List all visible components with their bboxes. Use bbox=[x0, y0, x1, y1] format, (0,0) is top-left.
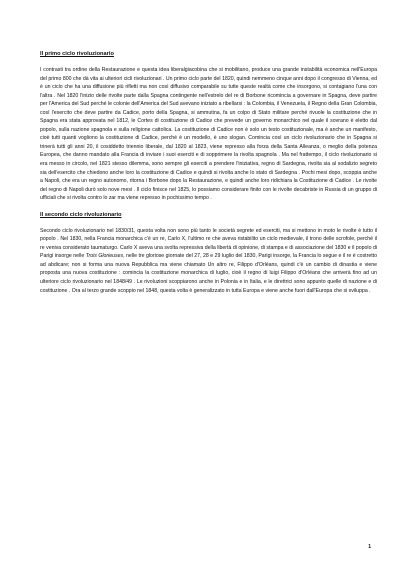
paragraph-text-start: Secondo ciclo rivoluzionario nel 1830/31, questa volta non sono più tanto le società segrete ed eserciti, ma si mettono in moto le rivolte è tutto il popolo . Nel 1830, nella Francia monarchica c'è un re, Carlo X, l'ultimo re che aveva ristabilito un ciclo medievale, il trono delle scrofole, perché il re veniva considerato taumaturgo. Carlo X aveva una svolta repressiva della libertà di opinione, di stampa e di associazione del 1830 e il popolo di Parigi insorge nelle bbox=[40, 227, 377, 260]
page-number: 1 bbox=[368, 544, 371, 550]
section-second-revolutionary-cycle bbox=[40, 212, 377, 295]
section-first-revolutionary-cycle bbox=[40, 51, 377, 203]
section-paragraph bbox=[40, 227, 377, 295]
section-title: Il primo ciclo rivoluzionario bbox=[40, 51, 114, 57]
section-title: Il secondo ciclo rivoluzionario bbox=[40, 211, 122, 218]
italic-term: Trois Glorieuses bbox=[85, 253, 124, 260]
section-paragraph: I contrasti tra ordine della Restaurazione e questa idea liberalgiacobina che si mobilitano, produce una grande instabilità economica nell'Europa del primo 800 che dà vita ai ulteriori cicli rivoluzionari . Un primo ciclo parte del 1820, quindi nemmeno cinque anni dopo il congresso di Vienna, ed è un ciclo che ha una diffusione più rifletti ma non così diffusivo comparabile su tutte queste realtà come che insorgono, si contagiano l'una con l'altra . Nel 1820 l'inizio delle rivolte parte dalla Spagna contingente nell'estrelo del re di Borbone ricomincia a governare in Spagna, deve partire per l'America del Sud perché le colonie dell'America del Sud avevano iniziato a ribellarsi : la Colombia, il Venezuela, il Regno della Gran Colombia, così l'esercito che deve partire da Cadice, porto della Spagna, si ammutina, fa un colpo di Stato militare perché rivuole la costituzione che in Spagna era stata approvata nel 1812, le Cortes di costituzione di Cadice che prevede un governo monarchico nel quale il sovrano è eletto dal popolo, sulla nazione spagnola e sulla religione cattolica. La costituzione di Cadice non è solo un testo costituzionale, ma è anche un manifesto, cioè tutti quanti vogliono la costituzione di Cadice, perché è un modello, è uno slogan. Comincia così un ciclo rivoluzionario che in Spagna si trinerà tutti gli anni 20, il cosiddetto triennio liberale, dal 1820 al 1823, viene represso alla forza della Santa Alleanza, o meglio della potenza Europea, che danno mandato alla Francia di inviare i suoi eserciti e di sopprimere la rivolta spagnola . Ma nel frattempo, il ciclo rivoluzionario si era messo in circolo, nel 1821 stesso dilemma, sono sempre gli eserciti a prendere l'iniziativa, regno di Sardegna, rivolta sia al sodalizio segreto sia dell'esercito che chiedono anche loro la costituzione di Cadice e quindi si rivolta anche lo stato di Sardegna . Pochi mesi dopo, scoppia anche a Napoli, che era un regno autonomo, ritorna i Borbone dopo la Restaurazione, e quindi anche loro ridichiara la Costituzione di Cadice . Le rivolte del regno di Napoli durò solo nove mesi . Il ciclo finisce nel 1825, lo possiamo considerare finito con le rivolte decabriste in Russia di un gruppo di ufficiali che si rivolta contro lo zar ma viene represso in pochissimo tempo . bbox=[40, 67, 377, 202]
paragraph-text-end: , nelle tre gloriose giornate del 27, 28 e 29 luglio del 1830, Parigi insorge, la Francia lo segue e il re è costretto ad abdicare; non si forma una nuova Repubblica ma viene chiamato Un altro re, Filippo d'Orléans, quindi c'è un cambio di dinastia e viene proposta una nuova costituzione : comincia la costituzione monarchica di luglio, cioè il regno di luigi Filippo d'Orléans che arriverà fino ad un ulteriore ciclo rivoluzionario nel 1848/49 . Le rivoluzioni scoppiarono anche in Polonia e in Italia, e le direttrici sono appunto quelle di nazione e di costituzione . Ora al terzo grande scoppio nel 1848, questa volta è generalizzato in tutta Europa e viene anche fuori dall'Europa che si sviluppa . bbox=[40, 253, 377, 294]
